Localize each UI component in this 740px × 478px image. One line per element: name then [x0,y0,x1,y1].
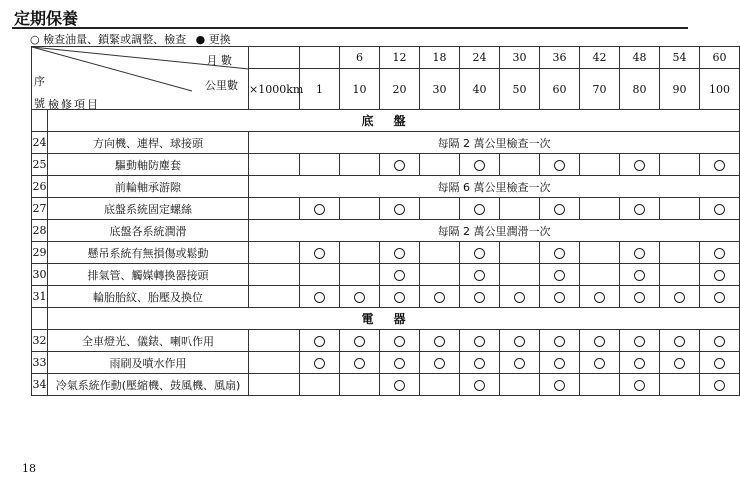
inspect-mark-icon [634,380,645,391]
schedule-cell [660,154,700,176]
inspect-mark-icon [394,336,405,347]
schedule-cell [620,330,660,352]
row-unit-cell [249,330,300,352]
inspect-mark-icon [714,292,725,303]
table-row [32,132,740,154]
inspect-mark-icon [634,270,645,281]
inspect-mark-icon [594,292,605,303]
schedule-cell [660,352,700,374]
row-item: 前輪軸承游隙 [48,176,249,198]
schedule-cell [700,352,740,374]
schedule-cell [620,154,660,176]
inspect-mark-icon [434,292,445,303]
schedule-cell [340,154,380,176]
schedule-cell [380,198,420,220]
inspect-mark-icon [594,358,605,369]
table-row [32,264,740,286]
schedule-cell [340,286,380,308]
row-number: 30 [32,264,48,286]
schedule-cell [500,352,540,374]
table-row [32,352,740,374]
inspect-mark-icon [674,358,685,369]
schedule-cell [300,198,340,220]
schedule-cell [380,374,420,396]
schedule-cell [460,242,500,264]
schedule-cell [620,286,660,308]
header-month-cell: 42 [580,47,620,69]
inspect-mark-icon [314,336,325,347]
header-km-cell: 1 [300,69,340,110]
inspect-mark-icon [714,270,725,281]
inspect-mark-icon [434,358,445,369]
inspect-mark-icon [554,248,565,259]
header-month-cell: 60 [700,47,740,69]
row-unit-cell [249,374,300,396]
schedule-cell [340,264,380,286]
schedule-cell [700,198,740,220]
section-blank-cell [32,308,48,330]
row-number: 28 [32,220,48,242]
page-number: 18 [22,462,36,475]
schedule-cell [580,264,620,286]
row-item: 底盤各系統潤滑 [48,220,249,242]
row-number: 32 [32,330,48,352]
schedule-cell [620,352,660,374]
table-row [32,198,740,220]
inspect-mark-icon [514,358,525,369]
schedule-cell [460,154,500,176]
header-km-cell: 90 [660,69,700,110]
schedule-cell [300,154,340,176]
maintenance-table [31,46,740,396]
header-km-cell: 70 [580,69,620,110]
inspect-mark-icon [514,292,525,303]
schedule-cell [420,264,460,286]
schedule-cell [500,286,540,308]
schedule-cell [700,374,740,396]
header-km-cell: 20 [380,69,420,110]
schedule-cell [380,154,420,176]
schedule-cell [540,374,580,396]
inspect-mark-icon [354,336,365,347]
row-number: 25 [32,154,48,176]
row-number: 31 [32,286,48,308]
schedule-cell [700,154,740,176]
schedule-cell [460,286,500,308]
inspect-mark-icon [514,336,525,347]
inspect-mark-icon [394,248,405,259]
section-row [32,308,740,330]
header-km-cell: 50 [500,69,540,110]
schedule-cell [460,264,500,286]
schedule-cell [340,374,380,396]
header-month-cell: 6 [340,47,380,69]
inspect-mark-icon [474,358,485,369]
inspect-mark-icon [554,292,565,303]
schedule-cell [380,242,420,264]
inspect-mark-icon [474,270,485,281]
inspect-mark-icon [474,204,485,215]
schedule-cell [540,286,580,308]
row-note: 每隔 2 萬公里檢查一次 [249,132,740,154]
schedule-cell [620,374,660,396]
inspect-mark-icon [714,380,725,391]
header-month-cell: 48 [620,47,660,69]
row-item: 冷氣系統作動(壓縮機、鼓風機、風扇) [48,374,249,396]
schedule-cell [660,242,700,264]
inspect-mark-icon [634,358,645,369]
inspect-mark-icon [434,336,445,347]
schedule-cell [380,286,420,308]
section-row [32,110,740,132]
row-unit-cell [249,154,300,176]
schedule-cell [580,286,620,308]
row-unit-cell [249,286,300,308]
schedule-cell [580,352,620,374]
inspect-mark-icon [554,358,565,369]
row-note: 每隔 6 萬公里檢查一次 [249,176,740,198]
row-item: 雨刷及噴水作用 [48,352,249,374]
inspect-mark-icon [394,292,405,303]
page-title: 定期保養 [14,9,79,28]
inspect-mark-icon [554,160,565,171]
schedule-cell [620,198,660,220]
row-number: 26 [32,176,48,198]
schedule-cell [460,374,500,396]
schedule-cell [420,198,460,220]
row-number: 27 [32,198,48,220]
schedule-cell [420,374,460,396]
row-unit-cell [249,352,300,374]
inspect-mark-icon [714,336,725,347]
schedule-cell [580,198,620,220]
header-month-cell: 36 [540,47,580,69]
header-month-unit-cell [249,47,300,69]
table-row [32,154,740,176]
inspect-mark-icon [474,292,485,303]
table-row [32,374,740,396]
header-km-cell: 80 [620,69,660,110]
table-row [32,286,740,308]
schedule-cell [340,242,380,264]
schedule-cell [340,352,380,374]
schedule-cell [300,286,340,308]
inspect-mark-icon [594,336,605,347]
schedule-cell [460,352,500,374]
schedule-cell [500,330,540,352]
header-month-label: 月 數 [206,54,232,67]
inspect-mark-icon [474,336,485,347]
header-km-cell: 30 [420,69,460,110]
header-unit-cell: ×1000km [249,69,300,110]
row-unit-cell [249,242,300,264]
inspect-mark-icon [714,160,725,171]
schedule-cell [500,264,540,286]
table-row [32,330,740,352]
schedule-cell [540,352,580,374]
header-month-cell: 24 [460,47,500,69]
inspect-mark-icon [394,270,405,281]
schedule-cell [580,374,620,396]
legend-inspect: ○ 檢查油量、鎖緊或調整、檢查 [30,33,187,46]
inspect-mark-icon [354,292,365,303]
inspect-mark-icon [474,248,485,259]
schedule-cell [300,352,340,374]
table-row [32,220,740,242]
schedule-cell [700,286,740,308]
header-km-cell: 100 [700,69,740,110]
inspect-mark-icon [314,204,325,215]
table-row [32,242,740,264]
schedule-cell [420,352,460,374]
schedule-cell [540,154,580,176]
header-month-cell: 12 [380,47,420,69]
schedule-cell [300,242,340,264]
inspect-mark-icon [474,160,485,171]
section-title: 底盤 [48,110,740,132]
inspect-mark-icon [354,358,365,369]
header-km-cell: 40 [460,69,500,110]
schedule-cell [340,198,380,220]
schedule-cell [420,242,460,264]
row-item: 方向機、連桿、球接頭 [48,132,249,154]
inspect-mark-icon [474,380,485,391]
row-item: 全車燈光、儀錶、喇叭作用 [48,330,249,352]
row-item: 底盤系統固定螺絲 [48,198,249,220]
schedule-cell [700,242,740,264]
table-row [32,176,740,198]
inspect-mark-icon [634,160,645,171]
schedule-cell [700,330,740,352]
inspect-mark-icon [634,336,645,347]
schedule-cell [380,330,420,352]
title-rule [12,27,688,29]
inspect-mark-icon [714,248,725,259]
inspect-mark-icon [714,204,725,215]
row-number: 29 [32,242,48,264]
section-title: 電器 [48,308,740,330]
header-month-cell: 30 [500,47,540,69]
header-km-label: 公里數 [205,79,238,92]
schedule-cell [580,242,620,264]
header-seq-label-2: 號 [34,97,45,110]
schedule-cell [660,198,700,220]
row-item: 排氣管、觸媒轉換器接頭 [48,264,249,286]
header-row-months [32,47,740,69]
inspect-mark-icon [634,292,645,303]
schedule-cell [660,374,700,396]
section-blank-cell [32,110,48,132]
legend-replace: ● 更換 [195,33,231,46]
schedule-cell [380,264,420,286]
schedule-cell [580,330,620,352]
inspect-mark-icon [394,204,405,215]
schedule-cell [660,286,700,308]
schedule-cell [540,330,580,352]
schedule-cell [580,154,620,176]
header-item-label: 檢修項目 [48,98,100,111]
schedule-cell [620,242,660,264]
schedule-cell [700,264,740,286]
schedule-cell [300,374,340,396]
schedule-cell [500,374,540,396]
row-number: 33 [32,352,48,374]
header-diagonal-cell [32,47,249,110]
schedule-cell [500,154,540,176]
inspect-mark-icon [394,358,405,369]
inspect-mark-icon [394,160,405,171]
inspect-mark-icon [674,336,685,347]
header-km-cell: 60 [540,69,580,110]
row-unit-cell [249,198,300,220]
schedule-cell [500,242,540,264]
inspect-mark-icon [314,358,325,369]
schedule-cell [460,330,500,352]
row-item: 驅動軸防塵套 [48,154,249,176]
inspect-mark-icon [554,204,565,215]
schedule-cell [420,154,460,176]
schedule-cell [300,330,340,352]
inspect-mark-icon [714,358,725,369]
schedule-cell [300,264,340,286]
inspect-mark-icon [314,292,325,303]
schedule-cell [420,330,460,352]
row-item: 懸吊系統有無損傷或鬆動 [48,242,249,264]
header-seq-label: 序 [34,75,45,88]
header-km-cell: 10 [340,69,380,110]
inspect-mark-icon [554,380,565,391]
header-month-cell [300,47,340,69]
row-number: 34 [32,374,48,396]
schedule-cell [540,264,580,286]
schedule-cell [620,264,660,286]
schedule-cell [420,286,460,308]
schedule-cell [660,264,700,286]
schedule-cell [460,198,500,220]
inspect-mark-icon [554,336,565,347]
header-month-cell: 18 [420,47,460,69]
schedule-cell [660,330,700,352]
inspect-mark-icon [674,292,685,303]
schedule-cell [380,352,420,374]
schedule-cell [540,198,580,220]
inspect-mark-icon [634,248,645,259]
schedule-cell [540,242,580,264]
row-unit-cell [249,264,300,286]
row-note: 每隔 2 萬公里潤滑一次 [249,220,740,242]
header-month-cell: 54 [660,47,700,69]
inspect-mark-icon [554,270,565,281]
inspect-mark-icon [394,380,405,391]
schedule-cell [500,198,540,220]
inspect-mark-icon [314,248,325,259]
legend [30,31,237,47]
inspect-mark-icon [634,204,645,215]
schedule-cell [340,330,380,352]
row-item: 輪胎胎紋、胎壓及換位 [48,286,249,308]
row-number: 24 [32,132,48,154]
